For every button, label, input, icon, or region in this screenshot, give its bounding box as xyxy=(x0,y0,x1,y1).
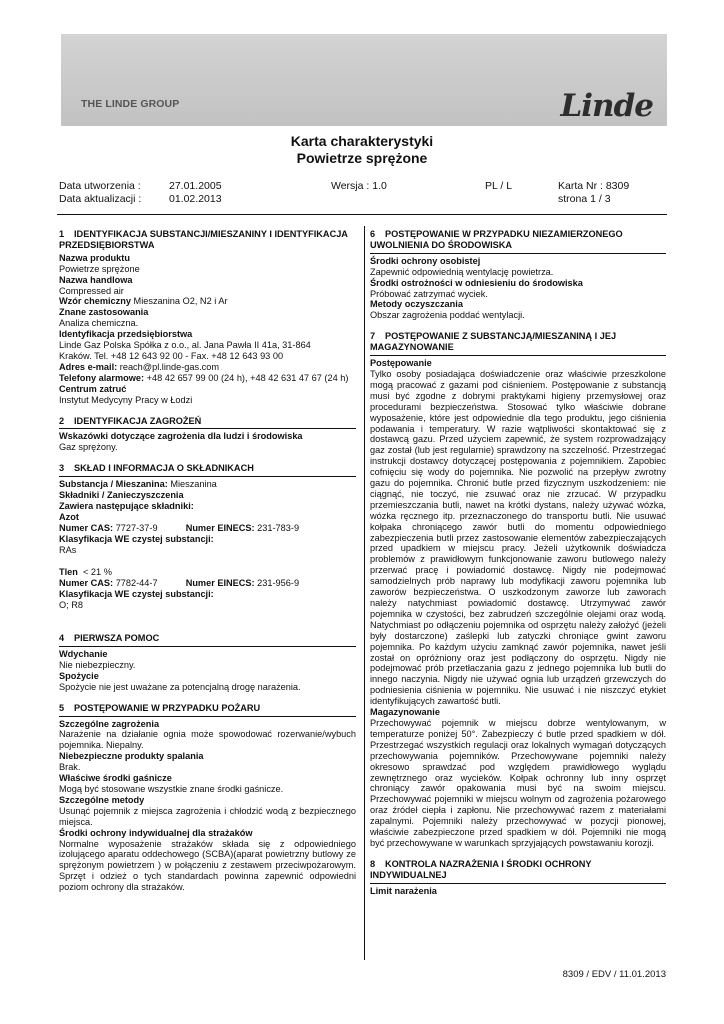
extinguishing-media-value: Mogą być stosowane wszystkie znane środki gaśnicze. xyxy=(59,783,284,794)
product-name-value: Powietrze sprężone xyxy=(59,263,140,274)
cleanup-methods-value: Obszar zagrożenia poddać wentylacji. xyxy=(370,310,525,321)
contains-label: Zawiera następujące składniki: xyxy=(59,500,194,511)
ingestion-label: Spożycie xyxy=(59,670,99,681)
emergency-phone-label: Telefony alarmowe: xyxy=(59,372,145,383)
einecs-label: Numer EINECS: xyxy=(185,522,255,533)
created-value: 27.01.2005 xyxy=(169,180,222,192)
component-name: Tlen xyxy=(59,567,78,578)
cas-value: 7782-44-7 xyxy=(115,578,158,589)
firefighter-ppe-value: Normalne wyposażenie strażaków składa się z odpowiedniego izolującego aparatu oddechowego (SCBA)(aparat powietrzny butlowy ze sprężonym powietrzem ) w połączeniu z zestawem przeciwpożarowym. Sprzęt i odzież o tych standardach powinna zapewnić odpowiedni poziom ochrony dla strażaków. xyxy=(59,838,356,893)
emergency-phone-value: +48 42 657 99 00 (24 h), +48 42 631 47 67 (24 h) xyxy=(146,372,349,383)
personal-precautions-value: Zapewnić odpowiednią wentylację powietrza. xyxy=(370,266,554,277)
header-banner xyxy=(61,34,667,126)
updated-value: 01.02.2013 xyxy=(169,193,222,205)
section-5-heading: 5 POSTĘPOWANIE W PRZYPADKU POŻARU xyxy=(59,703,356,717)
document-title: Karta charakterystyki xyxy=(290,133,434,149)
email-label: Adres e-mail: xyxy=(59,361,118,372)
combustion-products-value: Brak. xyxy=(59,762,81,773)
special-hazards-value: Narażenie na działanie ognia może spowodować rozerwanie/wybuch pojemnika. Niepalny. xyxy=(59,729,356,751)
trade-name-value: Compressed air xyxy=(59,285,124,296)
cas-value: 7727-37-9 xyxy=(115,522,158,533)
product-name-label: Nazwa produktu xyxy=(59,252,130,263)
components-label: Składniki / Zanieczyszczenia xyxy=(59,490,184,501)
poison-center-label: Centrum zatruć xyxy=(59,383,127,394)
concentration: < 21 % xyxy=(83,567,112,578)
exposure-limit-label: Limit narażenia xyxy=(370,885,437,896)
trade-name-label: Nazwa handlowa xyxy=(59,274,133,285)
company-address: Linde Gaz Polska Spółka z o.o., al. Jana Pawła II 41a, 31-864 xyxy=(59,340,311,351)
handling-value: Tylko osoby posiadająca doświadczenie oraz właściwie przeszkolone mogą pracować z gazami pod ciśnieniem. Postępowanie z substancją musi być zgodne z dobrymi praktykami higieny przemysłowej oraz procedurami bezpieczeństwa. Stosować tylko właściwie dobrane wyposażenie, które jest odpowiednie dla tego produktu, jego ciśnienia podawania i temperatury. W razie wątpliwości skontaktować się z dostawcą gazu. Przed użyciem zapewnić, że system rozprowadzający gaz został (lub jest regularnie) sprawdzony na szczelność. Przestrzegać instrukcji dostawcy dotyczącej postępowania z pojemnikiem. Zapobiec cofnięciu się wody do pojemnika. Nie pozwolić na przepływ zwrotny gazu do pojemnika. Chronić butle przed fizycznym uszkodzeniem: nie ciągnąć, nie toczyć, nie zsuwać oraz nie zrzucać. W przypadku przemieszczania butli, nawet na krótki dystans, należy używać wózka, wózka ręcznego itp. przeznaczonego do transportu butli. Nie usuwać kołpaka chroniącego zawór butli do momentu odpowiedniego zabezpieczenia butli przez zastosowanie elementów zabezpieczających przed upadkiem w miejscu pracy. Jeżeli użytkownik doświadcza problemów z prawidłowym funkcjonowanie zaworu butlowego należy przerwać pracę i powiadomić dostawcę. Nigdy nie podejmować samodzielnych prób naprawy lub modyfikacji zaworu pojemnika lub zaworów bezpieczeństwa. O uszkodzonym zaworze lub zaworach należy natychmiast powiadomić dostawcę. Utrzymywać zawór pojemnika w czystości, bez zabrudzeń szczególnie olejami oraz wodą. Natychmiast po odłączeniu pojemnika od osprzętu należy założyć (jeżeli były dostarczone) zaślepki lub zatyczki chroniące gwint zaworu pojemnika. Po każdym użyciu zamknąć zawór pojemnika, nawet jeśli został on opróżniony oraz jest podłączony do osprzętu. Nigdy nie podejmować prób przetłaczania gazu z jednego pojemnika lub butli do innego naczynia. Nigdy nie używać ognia lub urządzeń grzewczych do podniesienia ciśnienia w pojemniku. Nie usuwać i nie niszczyć etykiet identyfikujących zawartość butli. xyxy=(370,368,666,707)
firefighter-ppe-label: Środki ochrony indywidualnej dla strażaków xyxy=(59,827,253,838)
poison-center-value: Instytut Medycyny Pracy w Łodzi xyxy=(59,394,193,405)
ingestion-value: Spożycie nie jest uważane za potencjalną drogę narażenia. xyxy=(59,681,301,692)
classification-value: O; R8 xyxy=(59,600,83,611)
updated-label: Data aktualizacji : xyxy=(59,193,142,205)
special-methods-label: Szczególne metody xyxy=(59,794,145,805)
footer-reference: 8309 / EDV / 11.01.2013 xyxy=(562,969,666,980)
group-name: THE LINDE GROUP xyxy=(81,98,180,110)
extinguishing-media-label: Właściwe środki gaśnicze xyxy=(59,773,172,784)
card-number: Karta Nr : 8309 xyxy=(558,180,630,192)
environmental-precautions-label: Środki ostrożności w odniesieniu do środowiska xyxy=(370,277,583,288)
column-divider xyxy=(364,226,365,960)
special-methods-value: Usunąć pojemnik z miejsca zagrożenia i chłodzić wodą z bezpiecznego miejsca. xyxy=(59,805,356,827)
language: PL / L xyxy=(485,180,513,192)
use-value: Analiza chemiczna. xyxy=(59,318,139,329)
section-2-heading: 2 IDENTYFIKACJA ZAGROŻEŃ xyxy=(59,416,356,430)
classification-value: RAs xyxy=(59,544,77,555)
hazard-label: Wskazówki dotyczące zagrożenia dla ludzi i środowiska xyxy=(59,431,303,442)
document-subtitle: Powietrze sprężone xyxy=(296,150,428,166)
hazard-value: Gaz sprężony. xyxy=(59,442,118,453)
left-column xyxy=(59,229,356,893)
email-link[interactable]: reach@pl.linde-gas.com xyxy=(119,361,219,372)
formula-label: Wzór chemiczny xyxy=(59,296,131,307)
page-number: strona 1 / 3 xyxy=(558,193,611,205)
substance-label: Substancja / Mieszanina: xyxy=(59,479,168,490)
company-phone: Kraków. Tel. +48 12 643 92 00 - Fax. +48 12 643 93 00 xyxy=(59,350,284,361)
inhalation-value: Nie niebezpieczny. xyxy=(59,659,136,670)
right-column xyxy=(370,229,666,897)
personal-precautions-label: Środki ochrony osobistej xyxy=(370,255,481,266)
classification-label: Klasyfikacja WE czystej substancji: xyxy=(59,533,214,544)
storage-label: Magazynowanie xyxy=(370,707,440,718)
storage-value: Przechowywać pojemnik w miejscu dobrze wentylowanym, w temperaturze poniżej 50°. Zabezpieczy ć butle przed spadkiem w dół. Przestrzegać wszystkich regulacji oraz lokalnych wymagań dotyczących przechowywania pojemników. Przechowywane pojemniki należy okresowo sprawdzać pod względem prawidłowego wyglądu zewnętrznego oraz wycieków. Kołpak ochronny lub inny osprzęt chroniący zawór opakowania musi być na swoim miejscu. Przechowywać pojemniki w miejscu wolnym od zagrożenia pożarowego oraz źródeł ciepła i zapłonu. Nie przechowywać razem z materiałami zapalnymi. Pojemniki należy przechowywać w pozycji pionowej, właściwie zabezpieczone przed spadkiem w dół. Pojemniki nie mogą być przechowywane w warunkach sprzyjających powstawaniu korozji. xyxy=(370,717,666,848)
environmental-precautions-value: Próbować zatrzymać wyciek. xyxy=(370,288,488,299)
cas-label: Numer CAS: xyxy=(59,522,114,533)
use-label: Znane zastosowania xyxy=(59,307,149,318)
einecs-value: 231-956-9 xyxy=(257,578,300,589)
created-label: Data utworzenia : xyxy=(59,180,141,192)
section-1-heading: 1 IDENTYFIKACJA SUBSTANCJI/MIESZANINY I IDENTYFIKACJA PRZEDSIĘBIORSTWA xyxy=(59,229,348,250)
handling-label: Postępowanie xyxy=(370,358,432,369)
header-divider xyxy=(57,214,667,215)
component-name: Azot xyxy=(59,511,79,522)
inhalation-label: Wdychanie xyxy=(59,649,108,659)
combustion-products-label: Niebezpieczne produkty spalania xyxy=(59,751,204,762)
einecs-value: 231-783-9 xyxy=(257,522,300,533)
section-6-heading: 6 POSTĘPOWANIE W PRZYPADKU NIEZAMIERZONEGO UWOLNIENIA DO ŚRODOWISKA xyxy=(370,229,666,254)
version: Wersja : 1.0 xyxy=(331,180,387,192)
special-hazards-label: Szczególne zagrożenia xyxy=(59,718,160,729)
substance-value: Mieszanina xyxy=(170,479,217,490)
einecs-label: Numer EINECS: xyxy=(185,578,255,589)
section-7-heading: 7 POSTĘPOWANIE Z SUBSTANCJĄ/MIESZANINĄ I JEJ MAGAZYNOWANIE xyxy=(370,331,666,356)
section-3-heading: 3 SKŁAD I INFORMACJA O SKŁADNIKACH xyxy=(59,463,356,477)
company-label: Identyfikacja przedsiębiorstwa xyxy=(59,329,193,340)
cas-label: Numer CAS: xyxy=(59,578,114,589)
section-8-heading: 8 KONTROLA NAZRAŻENIA I ŚRODKI OCHRONY INDYWIDUALNEJ xyxy=(370,859,666,884)
linde-logo: Linde xyxy=(560,88,653,124)
cleanup-methods-label: Metody oczyszczania xyxy=(370,299,463,310)
classification-label: Klasyfikacja WE czystej substancji: xyxy=(59,589,214,600)
section-4-heading: 4 PIERWSZA POMOC xyxy=(59,633,356,647)
formula-value: Mieszanina O2, N2 i Ar xyxy=(133,296,228,307)
